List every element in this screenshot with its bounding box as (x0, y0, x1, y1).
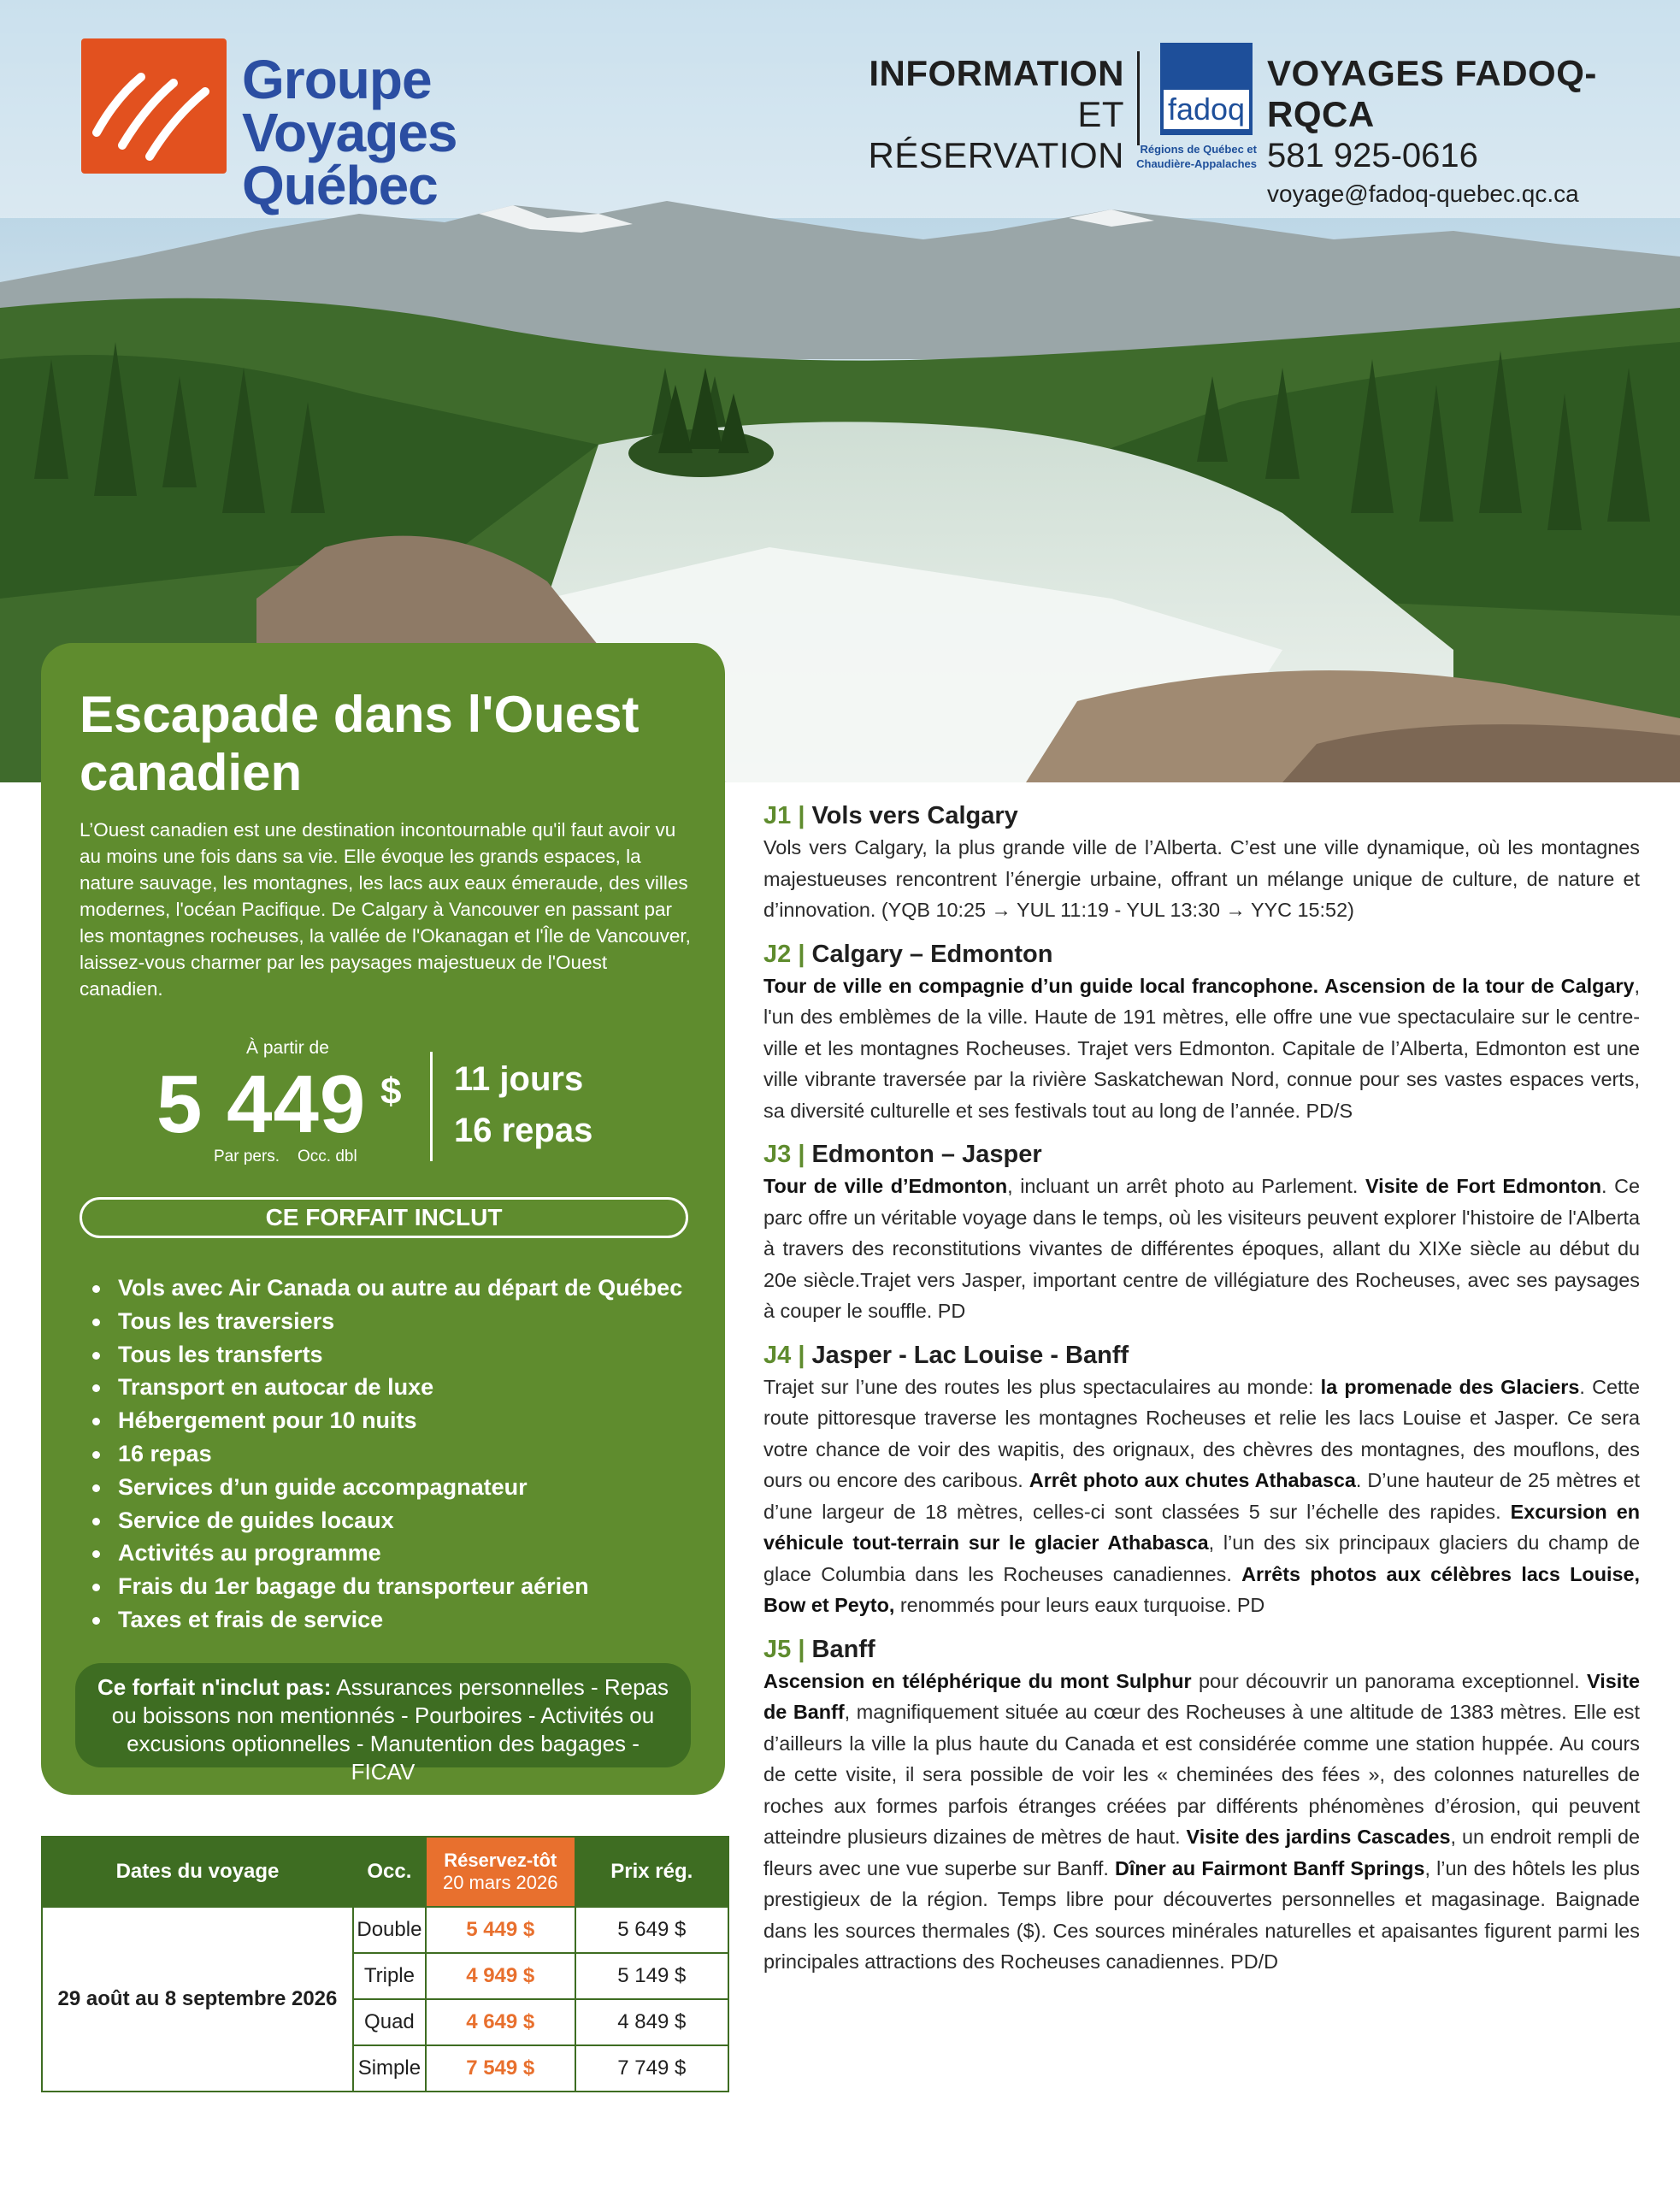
list-item: Vols avec Air Canada ou autre au départ de Québec (85, 1272, 701, 1305)
fadoq-logo-word: fadoq (1164, 90, 1249, 129)
day-name: Vols vers Calgary (805, 802, 1018, 829)
header-divider (1137, 51, 1140, 145)
day-description (763, 832, 1640, 926)
highlight-text: Visite de Fort Edmonton (1365, 1175, 1602, 1197)
list-item: Hébergement pour 10 nuits (85, 1404, 701, 1437)
fadoq-region (1103, 142, 1257, 171)
highlight-text: Tour de ville en compagnie d’un guide local francophone. Ascension de la tour de Calgary (763, 974, 1635, 997)
logo-line-2: Voyages Québec (242, 102, 457, 216)
body-text: , l’un des six principaux glaciers du champ de glace Columbia dans les Rocheuses canadiennes. (763, 1531, 1640, 1585)
day-number: J5 | (763, 1635, 805, 1663)
duration-days: 11 jours (454, 1060, 584, 1098)
table-header-row (42, 1837, 728, 1907)
includes-list (85, 1272, 701, 1637)
list-item: Taxes et frais de service (85, 1603, 701, 1637)
day-name: Calgary – Edmonton (805, 940, 1053, 968)
body-text: , un endroit rempli de fleurs avec une vue superbe sur Banff. (763, 1826, 1640, 1879)
body-text: , l’un des hôtels les plus prestigieux de la région. Temps libre pour découvertes personnelles et magasinage. Baignade dans les sources thermales ($). Ces sources minérales naturelles et apaisantes figurent parmi les principales attractions des Rocheuses canadiennes. PD/D (763, 1856, 1640, 1973)
day-title (763, 1138, 1640, 1171)
day-number: J3 | (763, 1141, 805, 1168)
fadoq-region-line-1: Régions de Québec et (1140, 143, 1257, 156)
day-description (763, 1171, 1640, 1327)
regular-price-cell: 4 849 $ (575, 1999, 728, 2045)
col-early-booking (426, 1837, 575, 1907)
price-note-occupancy: Occ. dbl (298, 1148, 357, 1165)
regular-price-cell: 5 649 $ (575, 1907, 728, 1953)
early-booking-label: Réservez-tôt (444, 1850, 557, 1871)
highlight-text: Arrêt photo aux chutes Athabasca (1029, 1469, 1356, 1491)
day-number: J2 | (763, 940, 805, 968)
info-line-1: INFORMATION (869, 53, 1124, 93)
body-text: Trajet sur l’une des routes les plus spectaculaires au monde: (763, 1375, 1321, 1398)
trip-title: Escapade dans l'Ouest canadien (80, 686, 640, 801)
highlight-text: Excursion en véhicule tout-terrain sur le glacier Athabasca (763, 1500, 1640, 1554)
itinerary-day-3 (763, 1138, 1640, 1327)
body-text: Vols vers Calgary, la plus grande ville de l’Alberta. C’est une ville dynamique, où les montagnes majestueuses rencontrent l’énergie urbaine, offrant un mélange unique de culture, de nature et d’innovation. (YQB 10:25 → YUL 11:19 - YUL 13:30 → YYC 15:52) (763, 836, 1640, 921)
body-text: , incluant un arrêt photo au Parlement. (1007, 1175, 1365, 1197)
price-from-label: À partir de (246, 1038, 329, 1058)
occ-cell: Simple (353, 2045, 426, 2092)
excludes-box (75, 1663, 691, 1785)
list-item: Frais du 1er bagage du transporteur aérien (85, 1570, 701, 1603)
price-amount: 5 449 (156, 1059, 367, 1150)
occ-cell: Triple (353, 1953, 426, 1999)
col-regular-price: Prix rég. (575, 1837, 728, 1907)
includes-heading: CE FORFAIT INCLUT (80, 1197, 688, 1238)
highlight-text: Visite de Banff (763, 1669, 1641, 1723)
logo-line-1: Groupe (242, 49, 432, 110)
early-price-cell: 4 649 $ (426, 1999, 575, 2045)
early-booking-date: 20 mars 2026 (442, 1872, 558, 1893)
duration-meals: 16 repas (454, 1112, 593, 1149)
highlight-text: la promenade des Glaciers (1320, 1375, 1580, 1398)
highlight-text: Visite des jardins Cascades (1186, 1826, 1451, 1848)
highlight-text: Tour de ville d’Edmonton (763, 1175, 1008, 1197)
info-reservation (834, 53, 1124, 176)
price-divider (430, 1052, 433, 1161)
agency-phone[interactable]: 581 925-0616 (1267, 137, 1478, 174)
info-line-2: ET RÉSERVATION (868, 94, 1124, 175)
body-text: . Ce parc offre un véritable voyage dans le temps, où les visiteurs peuvent explorer l'histoire de l'Alberta à travers des reconstitutions vivantes de différentes époques, allant du XIXe siècle au début du 20e siècle.Trajet vers Jasper, important centre de villégiature des Rocheuses, avec ses paysages à couper le souffle. PD (763, 1175, 1640, 1322)
groupe-voyages-quebec-logo (81, 34, 663, 216)
col-occ: Occ. (353, 1837, 426, 1907)
excludes-label: Ce forfait n'inclut pas: (97, 1674, 332, 1700)
list-item: 16 repas (85, 1437, 701, 1471)
body-text: pour découvrir un panorama exceptionnel. (1191, 1669, 1588, 1692)
agency-email[interactable]: voyage@fadoq-quebec.qc.ca (1267, 180, 1579, 207)
body-text: . Cette route pittoresque traverse les montagnes Rocheuses et relie les lacs Louise et Jasper. Ce sera votre chance de voir des wapitis, des orignaux, des chèvres des montagnes, des mouflons, des ours ou encore des caribous. (763, 1375, 1641, 1491)
occ-cell: Double (353, 1907, 426, 1953)
day-title (763, 1339, 1640, 1372)
body-text: , magnifiquement située au cœur des Rocheuses à une altitude de 1383 mètres. Elle est d’ailleurs la ville la plus haute du Canada et est considérée comme une station huppée. Au cours de cette visite, il sera possible de voir les « cheminées des fées », des colonnes naturelles de roches aux formes parfois étranges créées par différents phénomènes d’érosion, qui peuvent atteindre plusieurs dizaines de mètres de haut. (763, 1701, 1640, 1848)
highlight-text: Ascension en téléphérique du mont Sulphur (763, 1669, 1192, 1692)
day-title (763, 799, 1640, 832)
day-number: J1 | (763, 802, 805, 829)
list-item: Services d’un guide accompagnateur (85, 1471, 701, 1504)
list-item: Service de guides locaux (85, 1504, 701, 1537)
highlight-text: Arrêts photos aux célèbres lacs Louise, Bow et Peyto, (763, 1562, 1641, 1616)
agency-contact (1267, 53, 1680, 210)
list-item: Tous les traversiers (85, 1305, 701, 1338)
price-currency: $ (380, 1071, 402, 1112)
body-text: renommés pour leurs eaux turquoise. PD (894, 1594, 1265, 1616)
col-dates: Dates du voyage (42, 1837, 353, 1907)
itinerary-day-1 (763, 799, 1640, 926)
travel-dates: 29 août au 8 septembre 2026 (42, 1907, 353, 2092)
regular-price-cell: 7 749 $ (575, 2045, 728, 2092)
list-item: Activités au programme (85, 1537, 701, 1570)
day-description (763, 1372, 1640, 1621)
regular-price-cell: 5 149 $ (575, 1953, 728, 1999)
itinerary-day-4 (763, 1339, 1640, 1621)
early-price-cell: 5 449 $ (426, 1907, 575, 1953)
early-price-cell: 4 949 $ (426, 1953, 575, 1999)
highlight-text: Dîner au Fairmont Banff Springs (1114, 1856, 1425, 1879)
day-title (763, 938, 1640, 971)
day-title (763, 1633, 1640, 1666)
day-description (763, 971, 1640, 1127)
agency-name: VOYAGES FADOQ-RQCA (1267, 53, 1597, 134)
gvq-logo-icon (81, 38, 227, 174)
excludes-text: Assurances personnelles - Repas ou boissons non mentionnés - Pourboires - Activités ou excusions optionnelles - Manutention des bagages - FICAV (111, 1674, 669, 1785)
logo-wordmark (242, 49, 663, 216)
early-price-cell: 7 549 $ (426, 2045, 575, 2092)
day-name: Banff (805, 1635, 875, 1663)
day-name: Jasper - Lac Louise - Banff (805, 1341, 1129, 1369)
trip-intro: L’Ouest canadien est une destination incontournable qu'il faut avoir vu au moins une fois dans sa vie. Elle évoque les grands espaces, la nature sauvage, les montagnes, les lacs aux eaux émeraude, des villes modernes, l'océan Pacifique. De Calgary à Vancouver en passant par les montagnes rocheuses, la vallée de l'Okanagan et l'Île de Vancouver, laissez-vous charmer par les paysages majestueux de l'Ouest canadien. (80, 819, 691, 1000)
trip-summary-card (41, 643, 725, 1795)
fadoq-region-line-2: Chaudière-Appalaches (1136, 157, 1257, 170)
price-table (41, 1836, 729, 2092)
list-item: Tous les transferts (85, 1338, 701, 1372)
day-description (763, 1666, 1640, 1978)
table-row (42, 1907, 728, 1953)
itinerary (763, 799, 1640, 1990)
price-note-per-person: Par pers. (214, 1148, 280, 1165)
day-name: Edmonton – Jasper (805, 1141, 1042, 1168)
itinerary-day-5 (763, 1633, 1640, 1978)
body-text: , l'un des emblèmes de la ville. Haute de 191 mètres, elle offre une vue spectaculaire sur le centre-ville et les montagnes Rocheuses. Trajet vers Edmonton. Capitale de l’Alberta, Edmonton est une ville vibrante traversée par la rivière Saskatchewan Nord, connue pour ses vastes espaces verts, sa diversité culturelle et ses festivals tout au long de l’année. PD/S (763, 974, 1640, 1122)
list-item: Transport en autocar de luxe (85, 1371, 701, 1404)
occ-cell: Quad (353, 1999, 426, 2045)
day-number: J4 | (763, 1341, 805, 1369)
itinerary-day-2 (763, 938, 1640, 1127)
body-text: . D’une hauteur de 25 mètres et d’une largeur de 18 mètres, celles-ci sont classées 5 sur l’échelle des rapides. (763, 1469, 1641, 1523)
